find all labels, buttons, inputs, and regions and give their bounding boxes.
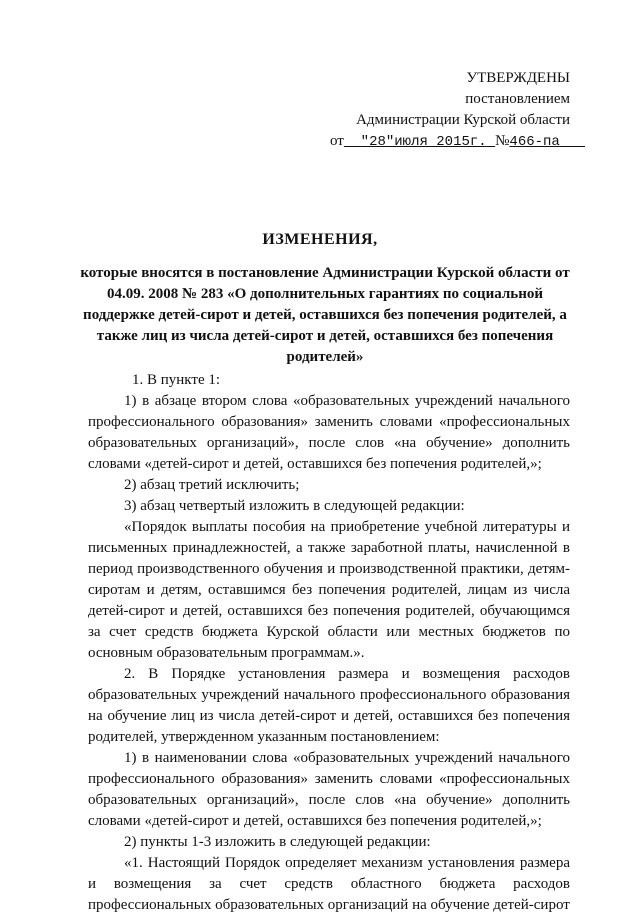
- approval-line-approved: УТВЕРЖДЕНЫ: [466, 70, 570, 86]
- approval-number-value: [509, 134, 585, 150]
- paragraph-1-1: 1) в абзаце втором слова «образовательных учреждений начального профессионального образования» заменить словами «профессиональных образовательных организаций», после слов «на обучение» дополнить словами «детей-сирот и детей, оставшихся без попечения родителей,»;: [88, 393, 570, 472]
- approval-line-administration: Администрации Курской области: [356, 112, 570, 128]
- paragraph-quote-point-1: «1. Настоящий Порядок определяет механизм установления размера и возмещения за счет средств областного бюджета расходов профессиональных образовательных организаций на обучение детей-сирот: [88, 855, 570, 913]
- paragraph-1-2: 2) абзац третий исключить;: [124, 477, 300, 493]
- approval-line-resolution: постановлением: [465, 91, 570, 107]
- document-subtitle: которые вносятся в постановление Администрации Курской области от 04.09. 2008 № 283 «О дополнительных гарантиях по социальной поддержке детей-сирот и детей, оставшихся без попечения родителей, а также лиц из числа детей-сирот и детей, оставшихся без попечения родителей»: [80, 265, 570, 365]
- paragraph-point-1: 1. В пункте 1:: [132, 372, 221, 388]
- document-body: [88, 370, 570, 916]
- approval-date-value: [344, 134, 495, 150]
- paragraph-2-1: 1) в наименовании слова «образовательных учреждений начального профессионального образования» заменить словами «профессиональных образовательных организаций», после слов «на обучение» дополнить словами «детей-сирот и детей, оставшихся без попечения родителей,»;: [88, 750, 570, 829]
- paragraph-quote-procedure: «Порядок выплаты пособия на приобретение учебной литературы и письменных принадлежностей, а также заработной платы, начисленной в период производственного обучения и производственной практики, детям-сиротам и детям, оставшимся без попечения родителей, лицам из числа детей-сирот и детей, оставшихся без попечения родителей, обучающимся за счет средств бюджета Курской области или местных бюджетов по основным образовательным программам.».: [88, 519, 570, 661]
- document-title: ИЗМЕНЕНИЯ,: [262, 231, 378, 248]
- approval-date-line: [330, 131, 570, 153]
- approval-number-sign: №: [495, 133, 510, 149]
- approval-date-prefix: от: [330, 133, 344, 149]
- approval-date-text: "28"июля 2015г.: [360, 134, 487, 150]
- paragraph-1-3: 3) абзац четвертый изложить в следующей редакции:: [124, 498, 465, 514]
- paragraph-2-2: 2) пункты 1-3 изложить в следующей редакции:: [124, 834, 431, 850]
- paragraph-point-2: 2. В Порядке установления размера и возмещения расходов образовательных учреждений начального профессионального образования на обучение лиц из числа детей-сирот и детей, оставшихся без попечения родителей, утвержденном указанным постановлением:: [88, 666, 570, 745]
- approval-number-text: 466-па: [509, 134, 560, 150]
- approval-stamp: [330, 68, 570, 153]
